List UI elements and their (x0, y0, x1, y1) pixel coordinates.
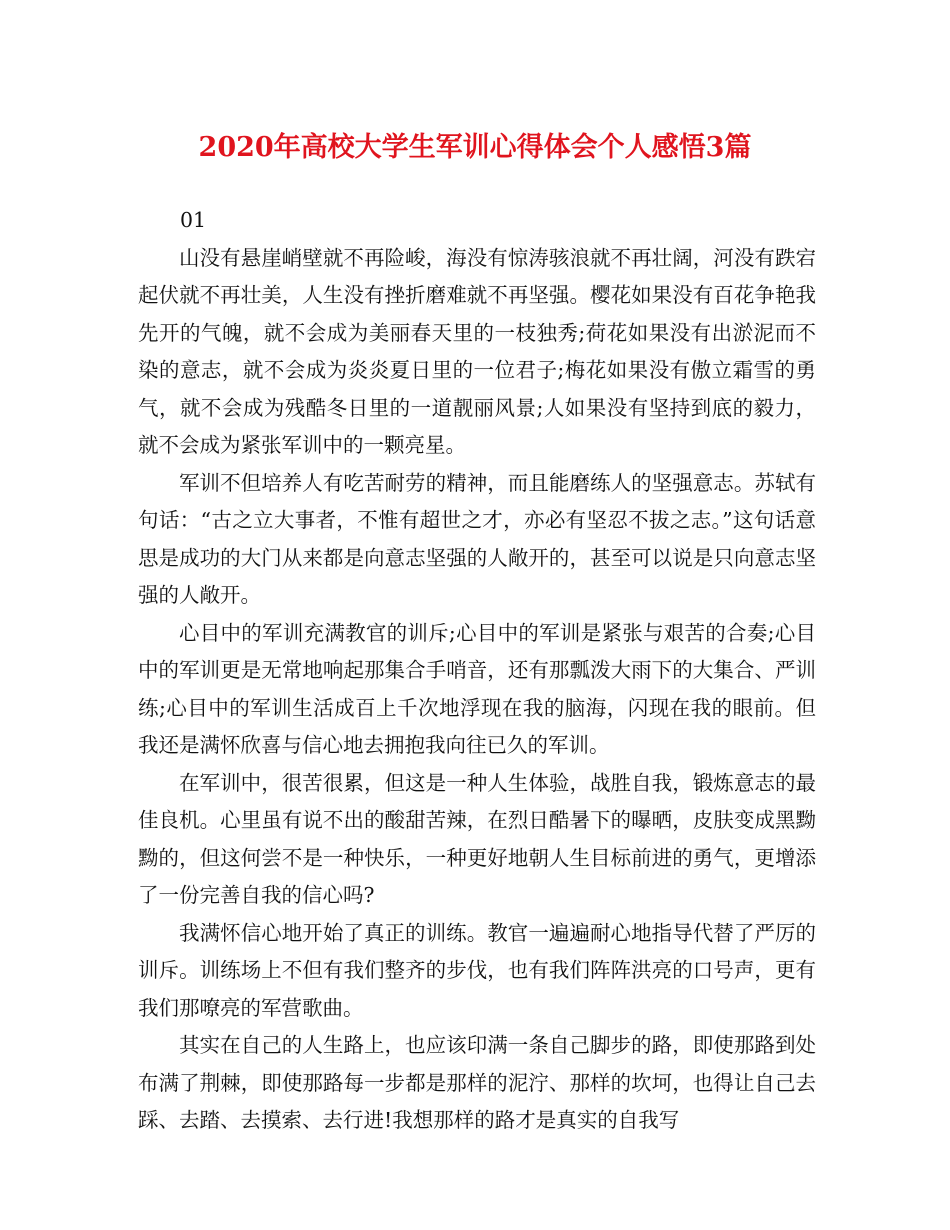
document-title: 2020年高校大学生军训心得体会个人感悟3篇 (198, 132, 752, 163)
section-number: 01 (180, 208, 207, 232)
paragraph-5: 我满怀信心地开始了真正的训练。教官一遍遍耐心地指导代替了严厉的训斥。训练场上不但有我们整齐的步伐，也有我们阵阵洪亮的口号声，更有我们那嘹亮的军营歌曲。 (138, 920, 816, 1020)
paragraph-1: 山没有悬崖峭壁就不再险峻，海没有惊涛骇浪就不再壮阔，河没有跌宕起伏就不再壮美，人生没有挫折磨难就不再坚强。樱花如果没有百花争艳我先开的气魄，就不会成为美丽春天里的一枝独秀;荷花如果没有出淤泥而不染的意志，就不会成为炎炎夏日里的一位君子;梅花如果没有傲立霜雪的勇气，就不会成为残酷冬日里的一道靓丽风景;人如果没有坚持到底的毅力，就不会成为紧张军训中的一颗亮星。 (138, 245, 816, 457)
paragraph-3: 心目中的军训充满教官的训斥;心目中的军训是紧张与艰苦的合奏;心目中的军训更是无常地响起那集合手哨音，还有那瓢泼大雨下的大集合、严训练;心目中的军训生活成百上千次地浮现在我的脑海，闪现在我的眼前。但我还是满怀欣喜与信心地去拥抱我向往已久的军训。 (138, 620, 816, 757)
paragraph-4: 在军训中，很苦很累，但这是一种人生体验，战胜自我，锻炼意志的最佳良机。心里虽有说不出的酸甜苦辣，在烈日酷暑下的曝晒，皮肤变成黑黝黝的，但这何尝不是一种快乐，一种更好地朝人生目标前进的勇气，更增添了一份完善自我的信心吗? (138, 770, 816, 907)
paragraph-2: 军训不但培养人有吃苦耐劳的精神，而且能磨练人的坚强意志。苏轼有句话：“古之立大事者，不惟有超世之才，亦必有坚忍不拔之志。”这句话意思是成功的大门从来都是向意志坚强的人敞开的，甚至可以说是只向意志坚强的人敞开。 (138, 470, 816, 607)
paragraph-6: 其实在自己的人生路上，也应该印满一条自己脚步的路，即使那路到处布满了荆棘，即使那路每一步都是那样的泥泞、那样的坎坷，也得让自己去踩、去踏、去摸索、去行进!我想那样的路才是真实的自我写 (138, 1033, 816, 1132)
document-body (138, 202, 816, 1140)
